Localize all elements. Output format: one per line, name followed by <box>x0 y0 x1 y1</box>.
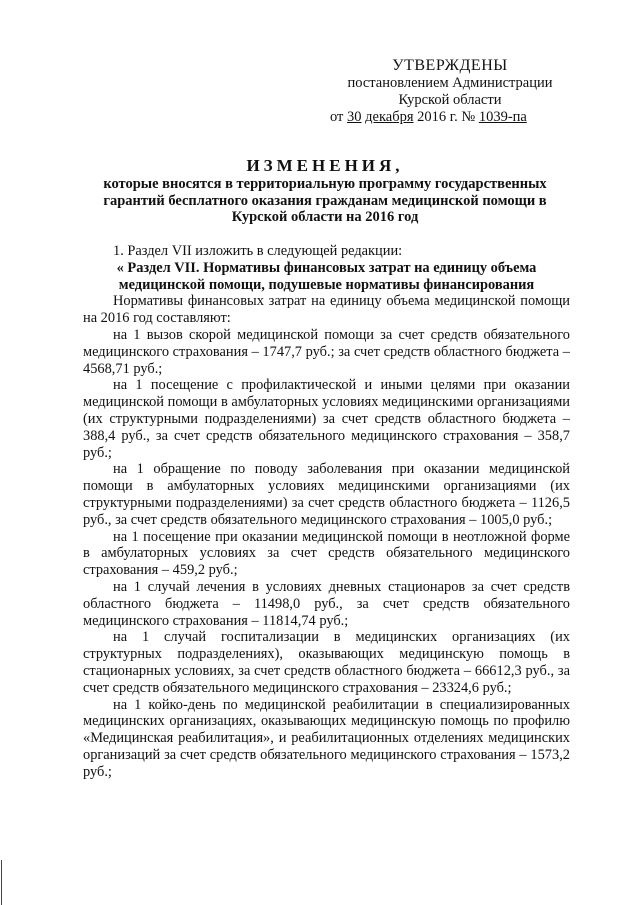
approval-year: 2016 г. № <box>417 109 476 125</box>
approval-line-1: постановлением Администрации <box>347 75 553 91</box>
document-subtitle: которые вносятся в территориальную программу государственных гарантий бесплатного оказания гражданам медицинской помощи в Курской области на 2016 год <box>103 176 547 225</box>
approval-line-2: Курской области <box>398 92 502 108</box>
paragraph-intro: 1. Раздел VII изложить в следующей редакции: <box>113 243 403 259</box>
approval-date-prefix: от <box>330 109 344 125</box>
document-body <box>83 243 570 781</box>
approval-stamp <box>330 57 570 126</box>
approval-title: УТВЕРЖДЕНЫ <box>392 57 508 74</box>
paragraph: на 1 случай госпитализации в медицинских организациях (их структурных подразделениях), оказывающих медицинскую помощь в стационарных условиях, за счет средств областного бюджета – 66612,3 руб., за счет средств обязательного медицинского страхования – 23324,6 руб.; <box>83 629 570 696</box>
paragraph: на 1 койко-день по медицинской реабилитации в специализированных медицинских организациях, оказывающих медицинскую помощь по профилю «Медицинская реабилитация», и реабилитационных отделениях медицинских организаций за счет средств обязательного медицинского страхования – 1573,2 руб.; <box>83 696 570 780</box>
paragraph: на 1 посещение при оказании медицинской помощи в неотложной форме в амбулаторных условиях за счет средств обязательного медицинского страхования – 459,2 руб.; <box>83 528 570 579</box>
approval-month: декабря <box>365 109 414 125</box>
paragraph: на 1 вызов скорой медицинской помощи за счет средств обязательного медицинского страхования – 1747,7 руб.; за счет средств областного бюджета – 4568,71 руб.; <box>83 326 570 377</box>
paragraph: на 1 посещение с профилактической и иными целями при оказании медицинской помощи в амбулаторных условиях медицинскими организациями (их структурными подразделениями) за счет средств областного бюджета – 388,4 руб., за счет средств обязательного медицинского страхования – 358,7 руб.; <box>83 377 570 461</box>
document-heading <box>100 156 550 226</box>
approval-date <box>330 109 570 126</box>
paragraph: Нормативы финансовых затрат на единицу объема медицинской помощи на 2016 год составляют: <box>83 293 570 327</box>
paragraph: на 1 обращение по поводу заболевания при оказании медицинской помощи в амбулаторных условиях медицинскими организациями (их структурными подразделениями) за счет средств областного бюджета – 1126,5 руб., за счет средств обязательного медицинского страхования – 1005,0 руб.; <box>83 461 570 528</box>
approval-day: 30 <box>347 109 362 125</box>
document-title: ИЗМЕНЕНИЯ, <box>246 156 404 175</box>
approval-number: 1039-па <box>478 109 527 125</box>
paragraph: на 1 случай лечения в условиях дневных стационаров за счет средств областного бюджета – 11498,0 руб., за счет средств обязательного медицинского страхования – 11814,74 руб.; <box>83 578 570 629</box>
scan-margin-line <box>1 860 2 905</box>
section-heading: « Раздел VII. Нормативы финансовых затрат на единицу объема медицинской помощи, подушевые нормативы финансирования <box>116 259 537 293</box>
